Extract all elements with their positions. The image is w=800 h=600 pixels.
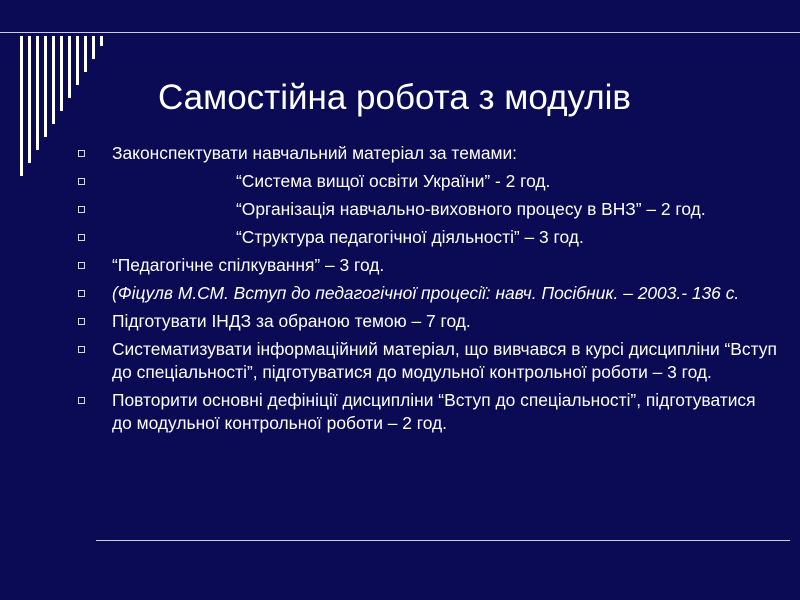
bottom-divider-line bbox=[96, 540, 790, 541]
bullet-item bbox=[78, 198, 778, 221]
slide-title: Самостійна робота з модулів bbox=[158, 78, 632, 117]
decorative-bar bbox=[60, 36, 63, 111]
bullet-item bbox=[78, 310, 778, 333]
square-bullet-icon bbox=[78, 346, 85, 353]
decorative-bar bbox=[44, 36, 47, 137]
bullet-list bbox=[78, 142, 778, 435]
bullet-text: (Фіцулв М.СМ. Вступ до педагогічної процесії: навч. Посібник. – 2003.- 136 с. bbox=[112, 283, 740, 303]
bullet-text: Підготувати ІНДЗ за обраною темою – 7 год. bbox=[112, 311, 471, 331]
square-bullet-icon bbox=[78, 262, 85, 269]
bullet-item bbox=[78, 338, 778, 384]
decorative-bar bbox=[20, 36, 23, 176]
decorative-bar bbox=[76, 36, 79, 85]
square-bullet-icon bbox=[78, 290, 85, 297]
square-bullet-icon bbox=[78, 178, 85, 185]
decorative-bar bbox=[92, 36, 95, 59]
bullet-item bbox=[78, 389, 778, 435]
bullet-text: “Педагогічне спілкування” – 3 год. bbox=[112, 255, 385, 275]
top-divider-line bbox=[0, 32, 800, 33]
square-bullet-icon bbox=[78, 397, 85, 404]
decorative-bar bbox=[28, 36, 31, 163]
bullet-item bbox=[78, 170, 778, 193]
bullet-text: “Система вищої освіти України” - 2 год. bbox=[236, 171, 551, 191]
bullet-item bbox=[78, 282, 778, 305]
bullet-text: Законспектувати навчальний матеріал за темами: bbox=[112, 143, 518, 163]
decorative-bar bbox=[68, 36, 71, 98]
bullet-item bbox=[78, 226, 778, 249]
bullet-item bbox=[78, 254, 778, 277]
bullet-item bbox=[78, 142, 778, 165]
square-bullet-icon bbox=[78, 206, 85, 213]
decorative-bar bbox=[52, 36, 55, 124]
bullet-text: Систематизувати інформаційний матеріал, що вивчався в курсі дисципліни “Вступ до спеціальності”, підготуватися до модульної контрольної роботи – 3 год. bbox=[112, 339, 777, 382]
decorative-bar bbox=[100, 36, 103, 46]
bullet-text: “Структура педагогічної діяльності” – 3 год. bbox=[236, 227, 584, 247]
bullet-text: Повторити основні дефініції дисципліни “Вступ до спеціальності”, підготуватися до модульної контрольної роботи – 2 год. bbox=[112, 390, 756, 433]
bullet-text: “Організація навчально-виховного процесу в ВНЗ” – 2 год. bbox=[236, 199, 706, 219]
square-bullet-icon bbox=[78, 234, 85, 241]
decorative-bar bbox=[84, 36, 87, 72]
square-bullet-icon bbox=[78, 150, 85, 157]
decorative-bar bbox=[36, 36, 39, 150]
square-bullet-icon bbox=[78, 318, 85, 325]
